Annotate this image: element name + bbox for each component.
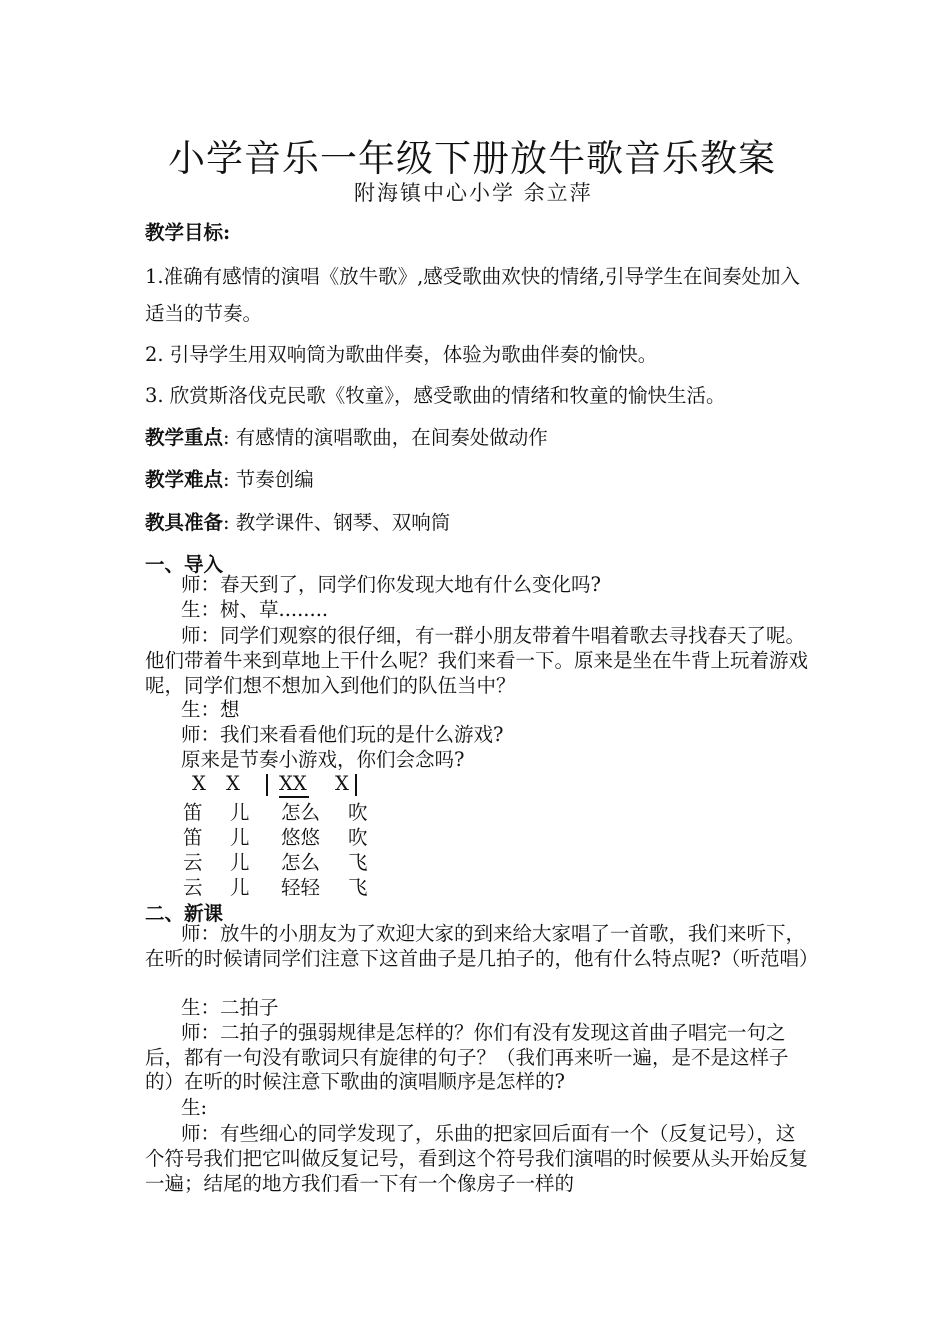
materials	[145, 507, 450, 535]
lyric-word: 飞	[348, 876, 368, 899]
page-title: 小学音乐一年级下册放牛歌音乐教案	[168, 137, 776, 180]
section1-line-1: 师：春天到了，同学们你发现大地有什么变化吗?	[181, 573, 601, 596]
section1-line-6: 原来是节奏小游戏，你们会念吗?	[181, 748, 465, 771]
difficulty-text: : 节奏创编	[223, 468, 314, 491]
lyric-word: 轻轻	[281, 876, 321, 899]
rhythm-notation	[188, 772, 388, 798]
barline-2	[355, 774, 357, 796]
section1-heading: 一、导入	[145, 553, 224, 576]
barline-1	[266, 774, 268, 796]
goal-item-1: 1.准确有感情的演唱《放牛歌》,感受歌曲欢快的情绪,引导学生在间奏处加入适当的节奏。	[145, 265, 801, 325]
key-point	[145, 422, 548, 450]
materials-label: 教具准备	[145, 511, 224, 534]
section1-line-2: 生：树、草........	[181, 598, 329, 621]
rhythm-note-2: X	[226, 772, 240, 795]
author-line: 附海镇中心小学 余立萍	[354, 181, 593, 205]
lyric-word: 悠悠	[281, 826, 321, 849]
goal-item-3: 3. 欣赏斯洛伐克民歌《牧童》，感受歌曲的情绪和牧童的愉快生活。	[145, 384, 726, 407]
lyric-word: 笛	[183, 826, 203, 849]
section1-line-5: 师：我们来看看他们玩的是什么游戏?	[181, 723, 504, 746]
goals-heading: 教学目标:	[145, 221, 231, 244]
lyric-word: 云	[183, 876, 203, 899]
section2-heading: 二、新课	[145, 902, 224, 925]
section2-line-4: 生:	[181, 1096, 208, 1119]
lyric-word: 笛	[183, 801, 203, 824]
materials-text: : 教学课件、钢琴、双响筒	[223, 511, 451, 534]
rhythm-note-4: X	[335, 772, 349, 795]
lyric-word: 儿	[230, 876, 250, 899]
lyric-word: 吹	[348, 826, 368, 849]
key-point-label: 教学重点	[145, 426, 224, 449]
section1-line-4: 生：想	[181, 698, 240, 721]
rhythm-note-1: X	[192, 772, 206, 795]
lyric-word: 儿	[230, 826, 250, 849]
section2-paragraph-3: 师：二拍子的强弱规律是怎样的？你们有没有发现这首曲子唱完一句之后，都有一句没有歌词只有旋律的句子？（我们再来听一遍，是不是这样子的）在听的时候注意下歌曲的演唱顺序是怎样的?	[145, 1021, 789, 1093]
lyric-word: 儿	[230, 851, 250, 874]
rhythm-note-3: XX	[279, 772, 307, 795]
lyric-word: 怎么	[281, 851, 321, 874]
section2-line-2: 生：二拍子	[181, 996, 279, 1019]
section1-paragraph-3: 师：同学们观察的很仔细，有一群小朋友带着牛唱着歌去寻找春天了呢。他们带着牛来到草地上干什么呢？我们来看一下。原来是坐在牛背上玩着游戏呢，同学们想不想加入到他们的队伍当中？	[145, 624, 809, 697]
goal-item-2: 2. 引导学生用双响筒为歌曲伴奏，体验为歌曲伴奏的愉快。	[145, 343, 658, 366]
difficulty	[145, 464, 314, 492]
lyric-word: 怎么	[281, 801, 321, 824]
lyric-word: 飞	[348, 851, 368, 874]
key-point-text: : 有感情的演唱歌曲，在间奏处做动作	[223, 426, 548, 449]
lyric-word: 儿	[230, 801, 250, 824]
lyric-word: 云	[183, 851, 203, 874]
section2-paragraph-1: 师：放牛的小朋友为了欢迎大家的到来给大家唱了一首歌，我们来听下，在听的时候请同学们注意下这首曲子是几拍子的，他有什么特点呢?（听范唱）	[145, 922, 819, 970]
lyric-word: 吹	[348, 801, 368, 824]
difficulty-label: 教学难点	[145, 468, 224, 491]
section2-paragraph-5: 师：有些细心的同学发现了，乐曲的把家回后面有一个（反复记号），这个符号我们把它叫做反复记号，看到这个符号我们演唱的时候要从头开始反复一遍；结尾的地方我们看一下有一个像房子一样的	[145, 1122, 809, 1195]
